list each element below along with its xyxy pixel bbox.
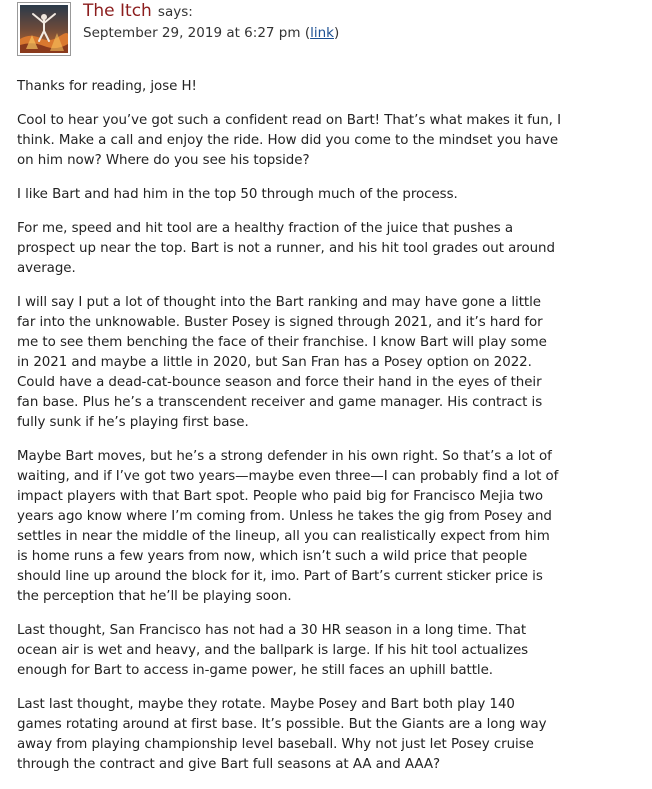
comment-paragraph: Maybe Bart moves, but he’s a strong defender in his own right. So that’s a lot of waiting, and if I’ve got two years—maybe even three—I can probably find a lot of impact players with that Bart spot. People who paid big for Francisco Mejia two years ago know where I’m coming from. Unless he takes the gig from Posey and settles in near the middle of the lineup, all you can realistically expect from him is home runs a few years from now, which isn’t such a wild price that people should line up around the block for it, imo. Part of Bart’s current sticker price is the perception that he’ll be playing soon. [17, 449, 559, 604]
comment-paragraph: I like Bart and had him in the top 50 through much of the process. [17, 187, 458, 202]
comment-paragraph: Thanks for reading, jose H! [17, 79, 197, 94]
comment-paragraph: Cool to hear you’ve got such a confident read on Bart! That’s what makes it fun, I think. Make a call and enjoy the ride. How did you come to the mindset you have on him now? Where do you see his topside? [17, 113, 561, 168]
avatar-image [20, 5, 68, 53]
comment-author-line [83, 1, 193, 22]
comment-paragraph: For me, speed and hit tool are a healthy fraction of the juice that pushes a prospect up near the top. Bart is not a runner, and his hit tool grades out around average. [17, 221, 555, 276]
comment-paragraph: Last last thought, maybe they rotate. Maybe Posey and Bart both play 140 games rotating around at first base. It’s possible. But the Giants are a long way away from playing championship level baseball. Why not just let Posey cruise through the contract and give Bart full seasons at AA and AAA? [17, 697, 547, 772]
author-link[interactable]: The Itch [83, 1, 152, 21]
says-label: says: [157, 4, 193, 20]
comment-paragraph: I will say I put a lot of thought into the Bart ranking and may have gone a little far into the unknowable. Buster Posey is signed through 2021, and it’s hard for me to see them benching the face of their franchise. I know Bart will play some in 2021 and maybe a little in 2020, but San Fran has a Posey option on 2022. Could have a dead-cat-bounce season and force their hand in the eyes of their fan base. Plus he’s a transcendent receiver and game manager. His contract is fully sunk if he’s playing first base. [17, 295, 547, 430]
link-close-paren: ) [333, 25, 340, 41]
permalink[interactable]: link [310, 25, 334, 41]
comment-paragraph: Last thought, San Francisco has not had a 30 HR season in a long time. That ocean air is wet and heavy, and the ballpark is large. If his hit tool actualizes enough for Bart to access in-game power, he still faces an uphill battle. [17, 623, 529, 678]
comment-date: September 29, 2019 at 6:27 pm [83, 25, 301, 41]
comment-body [17, 77, 562, 789]
comment-meta [83, 23, 339, 43]
avatar [17, 2, 71, 56]
link-open-paren: ( [304, 25, 311, 41]
